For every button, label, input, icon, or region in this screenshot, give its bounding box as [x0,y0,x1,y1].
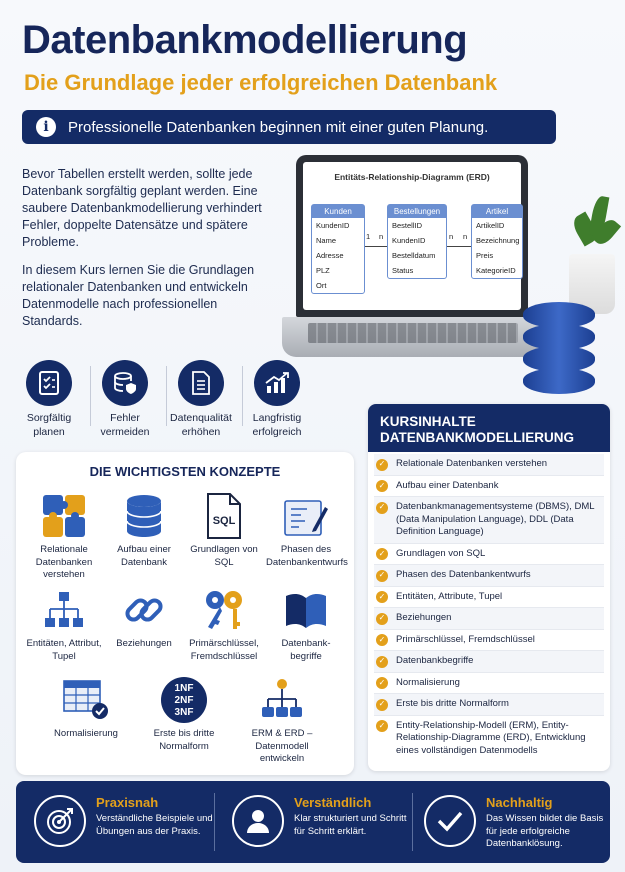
check-icon: ✓ [376,480,388,492]
concepts-card [16,452,354,775]
entity-name: Bestellungen [388,205,446,218]
concept-label: Primärschlüssel, Fremdschlüssel [189,638,259,662]
intro-paragraph-1: Bevor Tabellen erstellt werden, sollte jede Datenbank sorgfältig geplant werden. Eine saubere Datenbankmodellierung verhindert Fehler, doppelte Datensätze und spätere Probleme. [22,167,262,249]
check-icon: ✓ [376,613,388,625]
info-banner [22,110,556,144]
book-icon [266,584,346,636]
concept-item [24,584,104,663]
erd-diagram [303,162,521,310]
course-item [374,544,604,566]
concept-item [242,674,322,766]
database-icon [104,490,184,542]
benefit-label: Datenqualität erhöhen [170,412,232,438]
plant-icon [572,192,616,258]
check-icon: ✓ [376,677,388,689]
entity-artikel [471,204,523,279]
entity-field: Preis [476,251,494,260]
database-shield-icon [102,360,148,406]
footer-title: Nachhaltig [486,795,553,810]
course-item-label: Grundlagen von SQL [396,547,486,559]
footer-column [214,781,412,863]
course-item-label: Normalisierung [396,676,460,688]
benefit-label: Langfristig erfolgreich [252,412,302,438]
course-item [374,694,604,716]
concept-label: Relationale Datenbanken verstehen [35,544,93,580]
footer-text: Verständliche Beispiele und Übungen aus der Praxis. [96,813,213,837]
entity-field: Bestelldatum [392,251,436,260]
course-item-label: Datenbankbegriffe [396,655,474,666]
concept-label: Beziehungen [116,638,172,649]
concept-item [104,584,184,651]
concept-item [144,674,224,753]
course-item-label: Phasen des Datenbankentwurfs [396,569,531,580]
erd-title: Entitäts-Relationship-Diagramm (ERD) [334,172,490,182]
entity-field: Adresse [316,251,344,260]
concept-label: Datenbank-begriffe [281,638,331,662]
relation-line [365,246,387,247]
growth-chart-icon [254,360,300,406]
entity-bestellungen [387,204,447,279]
check-icon: ✓ [376,570,388,582]
concept-label: ERM & ERD – Datenmodell entwickeln [251,728,313,764]
course-item [374,673,604,695]
concept-item [266,584,346,663]
entity-name: Artikel [472,205,522,218]
footer-text: Klar strukturiert und Schritt für Schritt erklärt. [294,813,407,837]
cardinality-label: n [379,232,384,241]
table-check-icon [46,674,126,726]
sql-label: SQL [212,515,236,527]
concept-item [184,490,264,569]
concept-label: Normalisierung [54,728,118,739]
target-icon [34,795,86,847]
laptop-illustration [282,155,544,391]
concept-label: Grundlagen von SQL [190,544,258,568]
puzzle-icon [24,490,104,542]
course-item-label: Erste bis dritte Normalform [396,698,509,709]
concept-label: Erste bis dritte Normalform [153,728,215,752]
footer-title: Verständlich [294,795,372,810]
relation-line [447,246,471,247]
database-stack-icon [523,302,595,402]
page-title: Datenbankmodellierung [22,18,468,62]
laptop-keyboard [282,317,544,357]
entity-field: Status [392,266,414,275]
benefit-label: Fehler vermeiden [100,412,150,438]
footer-title: Praxisnah [96,795,159,810]
nf-label: 3NF [174,707,194,718]
check-icon: ✓ [376,548,388,560]
sql-file-icon [184,490,264,542]
course-item [374,630,604,652]
course-panel [368,404,610,771]
course-item-label: Entitäten, Attribute, Tupel [396,590,503,602]
nf-label: 2NF [174,695,194,706]
benefit-label: Sorgfältig planen [26,412,72,438]
footer-column [412,781,610,863]
footer-column [16,781,214,863]
entity-kunden [311,204,365,294]
nf-label: 1NF [174,683,194,694]
concept-label: Phasen des Datenbankentwurfs [266,544,348,568]
concept-item [24,490,104,582]
course-item [374,587,604,609]
course-list [368,452,610,761]
course-item [374,565,604,587]
cardinality-label: 1 [366,232,371,241]
check-icon: ✓ [376,591,388,603]
info-icon: i [36,117,56,137]
check-icon: ✓ [376,459,388,471]
entity-field: ArtikelID [476,221,505,230]
entity-field: KundenID [392,236,426,245]
concept-item [266,490,346,569]
concept-item [46,674,126,741]
course-title-line2: DATENBANKMODELLIERUNG [380,430,574,445]
checklist-icon [26,360,72,406]
cardinality-label: n [449,232,454,241]
blueprint-pencil-icon [266,490,346,542]
course-header [368,404,610,452]
intro-paragraph-2: In diesem Kurs lernen Sie die Grundlagen relationaler Datenbanken und entwickeln Datenmodelle nach professionellen Standards. [22,263,255,328]
entity-field: KategorieID [476,266,516,275]
banner-text: Professionelle Datenbanken beginnen mit einer guten Planung. [68,118,489,136]
entity-field: Name [316,236,337,245]
hierarchy-icon [24,584,104,636]
entity-field: Bezeichnung [476,236,520,245]
concept-label: Aufbau einer Datenbank [117,544,171,568]
course-item [374,454,604,476]
checkmark-icon [424,795,476,847]
footer-text: Das Wissen bildet die Basis für jede erfolgreiche Datenbanklösung. [486,813,604,849]
cardinality-label: n [463,232,468,241]
normal-forms-icon [144,674,224,726]
chain-link-icon [104,584,184,636]
check-icon: ✓ [376,502,388,514]
course-item [374,716,604,762]
check-icon: ✓ [376,634,388,646]
course-item-label: Aufbau einer Datenbank [396,479,499,491]
concept-item [104,490,184,569]
concepts-title: DIE WICHTIGSTEN KONZEPTE [89,464,281,479]
footer-bar [16,781,610,863]
check-icon: ✓ [376,720,388,732]
document-icon [178,360,224,406]
entity-name: Kunden [312,205,364,218]
laptop-screen [296,155,528,317]
course-item [374,608,604,630]
check-icon: ✓ [376,699,388,711]
course-item-label: Primärschlüssel, Fremdschlüssel [396,633,535,645]
entity-field: PLZ [316,266,330,275]
concept-item [184,584,264,663]
course-item [374,497,604,544]
erd-tree-icon [242,674,322,726]
course-item-label: Entity-Relationship-Modell (ERM), Entity-Relationship-Diagramme (ERD), Entwicklung eines vollständigen Datenmodells [396,719,586,756]
check-icon: ✓ [376,656,388,668]
page-subtitle: Die Grundlage jeder erfolgreichen Datenbank [24,70,498,95]
keys-icon [184,584,264,636]
course-title-line1: KURSINHALTE [380,414,476,429]
course-item-label: Relationale Datenbanken verstehen [396,458,548,469]
person-icon [232,795,284,847]
entity-field: KundenID [316,221,350,230]
course-item-label: Beziehungen [396,612,452,623]
course-item [374,476,604,498]
concept-label: Entitäten, Attribut, Tupel [26,638,102,662]
entity-field: Ort [316,281,327,290]
course-item [374,651,604,673]
entity-field: BestellID [392,221,423,230]
course-item-label: Datenbankmanagementsysteme (DBMS), DML (Data Manipulation Language), DDL (Data Definition Language) [396,501,595,537]
